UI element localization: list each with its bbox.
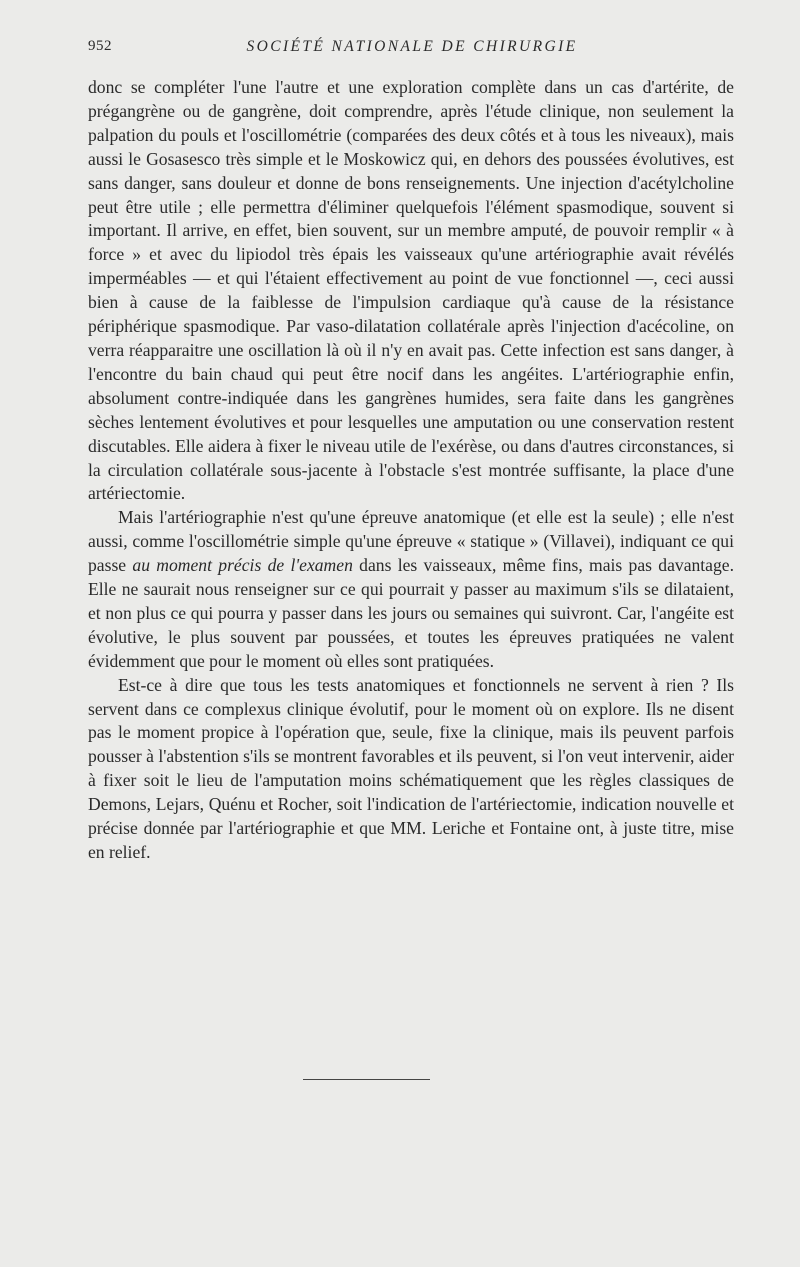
paragraph-1: donc se compléter l'une l'autre et une exploration complète dans un cas d'artérite, de prégangrène ou de gangrène, doit comprendre, après l'étude clinique, non seulement la palpation du pouls et l'oscillométrie (comparées des deux côtés et à tous les niveaux), mais aussi le Gosasesco très simple et le Moskowicz qui, en dehors des poussées évolutives, est sans danger, sans douleur et donne de bons renseignements. Une injection d'acétylcholine peut être utile ; elle permettra d'éliminer quelquefois l'élément spasmodique, souvent si important. Il arrive, en effet, bien souvent, sur un membre amputé, de pouvoir remplir « à force » et avec du lipiodol très épais les vaisseaux qu'une artériographie avait révélés imperméables — et qui l'étaient effectivement au point de vue fonctionnel —, ceci aussi bien à cause de la faiblesse de l'impulsion cardiaque qu'à cause de la résistance périphérique spasmodique. Par vaso-dilatation collatérale après l'injection d'acécoline, on verra réapparaitre une oscillation là où il n'y en avait pas. Cette infection est sans danger, à l'encontre du bain chaud qui peut être nocif dans les angéites. L'artériographie enfin, absolument contre-indiquée dans les gangrènes humides, sera faite dans les gangrènes sèches lentement évolutives et pour lesquelles une amputation ou une conservation restent discutables. Elle aidera à fixer le niveau utile de l'exérèse, ou dans d'autres circonstances, si la circulation collatérale sous-jacente à l'obstacle s'est montrée suffisante, la place d'une artériectomie. [88, 77, 734, 504]
paragraph-2 [88, 506, 734, 673]
body-text [88, 76, 734, 865]
running-title: SOCIÉTÉ NATIONALE DE CHIRURGIE [246, 38, 578, 55]
paragraph-3: Est-ce à dire que tous les tests anatomiques et fonctionnels ne servent à rien ? Ils servent dans ce complexus clinique évolutif, pour le moment où on explore. Ils ne disent pas le moment propice à l'opération que, seule, fixe la clinique, mais ils peuvent parfois pousser à l'abstention s'ils se montrent favorables et ils peuvent, si l'on veut intervenir, aider à fixer soit le lieu de l'amputation moins schématiquement que les règles classiques de Demons, Lejars, Quénu et Rocher, soit l'indication de l'artériectomie, indication nouvelle et précise donnée par l'artériographie et que MM. Leriche et Fontaine ont, à juste titre, mise en relief. [88, 674, 734, 862]
section-divider [303, 1079, 430, 1080]
page-header [88, 38, 736, 62]
paragraph-2-part-2: dans les vaisseaux, même fins, mais pas davantage. Elle ne saurait nous renseigner sur ce qui pourrait y passer au maximum s'ils se dilataient, et non plus ce qui pourra y passer dans les jours ou semaines qui suivront. Car, l'angéite est évolutive, le plus souvent par poussées, et toutes les épreuves pratiquées ne valent évidemment que pour le moment où elles sont pratiquées. [88, 555, 734, 671]
paragraph-2-part-1: Mais l'artériographie n'est qu'une épreuve anatomique (et elle est la seule) ; elle n'est aussi, comme l'oscillométrie simple qu'une épreuve « statique » (Villavei), indiquant ce qui passe [88, 507, 734, 576]
page-number: 952 [88, 38, 112, 54]
italic-phrase: au moment précis de l'examen [132, 555, 353, 576]
